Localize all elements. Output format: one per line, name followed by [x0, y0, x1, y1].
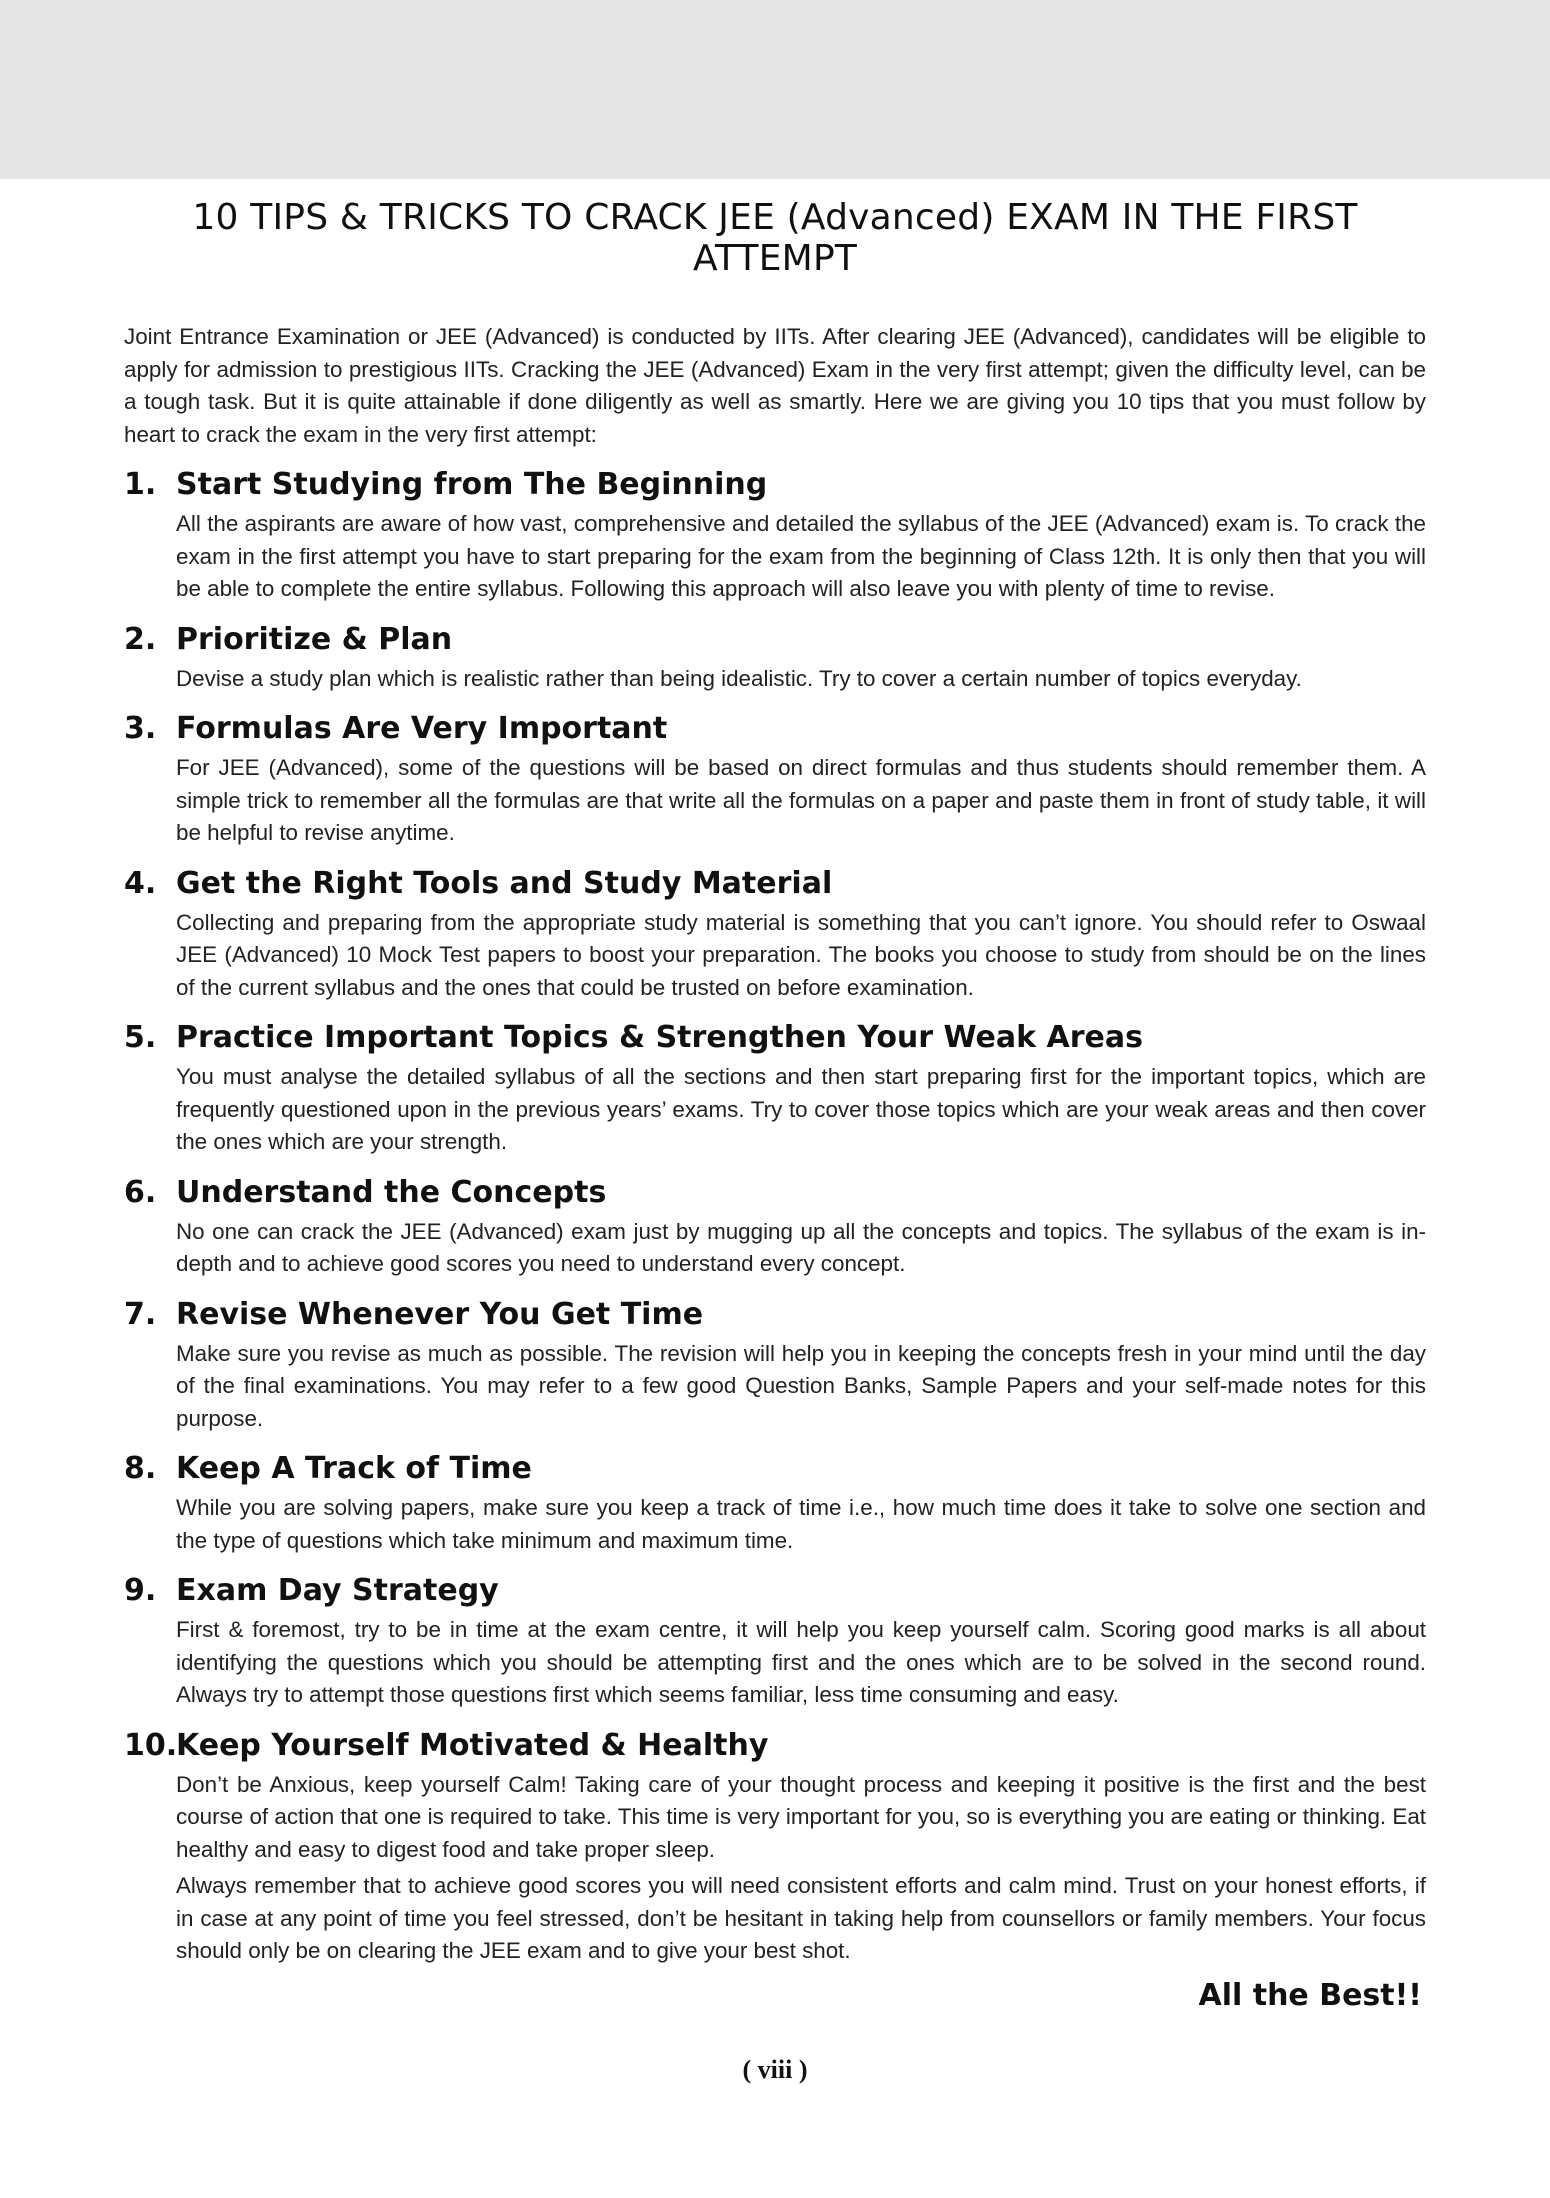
tip-paragraph: First & foremost, try to be in time at the exam centre, it will help you keep yourself calm. Scoring good marks is all about identifying the questions which you should be attempting first and the ones which are to be solved in the second round. Always try to attempt those questions first which seems familiar, less time consuming and easy.: [176, 1617, 1426, 1707]
tip-heading: [124, 1728, 1426, 1763]
tip-paragraph: Always remember that to achieve good scores you will need consistent efforts and calm mind. Trust on your honest efforts, if in case at any point of time you feel stressed, don’t be hesitant in taking help from counsellors or family members. Your focus should only be on clearing the JEE exam and to give your best shot.: [176, 1873, 1426, 1963]
tip-number: 9.: [124, 1573, 157, 1608]
tip-paragraph: You must analyse the detailed syllabus of all the sections and then start preparing first for the important topics, which are frequently questioned upon in the previous years’ exams. Try to cover those topics which are your weak areas and then cover the ones which are your strength.: [176, 1064, 1426, 1154]
tip-paragraph: For JEE (Advanced), some of the questions will be based on direct formulas and thus students should remember them. A simple trick to remember all the formulas are that write all the formulas on a paper and paste them in front of study table, it will be helpful to revise anytime.: [176, 755, 1426, 845]
tip-body: [176, 1492, 1426, 1557]
tip-number: 8.: [124, 1451, 157, 1486]
tip-body: [176, 1216, 1426, 1281]
tip-paragraph: Make sure you revise as much as possible. The revision will help you in keeping the concepts fresh in your mind until the day of the final examinations. You may refer to a few good Question Banks, Sample Papers and your self-made notes for this purpose.: [176, 1340, 1426, 1431]
tip-body: [176, 663, 1426, 696]
page-content: [0, 197, 1550, 2198]
tip-body: [176, 1614, 1426, 1712]
tip-paragraph: Devise a study plan which is realistic rather than being idealistic. Try to cover a certain number of topics everyday.: [176, 665, 1302, 691]
tip-heading: [124, 1297, 1426, 1332]
tip-heading: [124, 1451, 1426, 1486]
tip-heading: [124, 866, 1426, 901]
tip-body: [176, 508, 1426, 606]
tip-number: 4.: [124, 865, 157, 901]
tip-number: 1.: [124, 467, 157, 502]
page-number: ( viii ): [742, 2055, 808, 2084]
tip-heading-text: Keep A Track of Time: [176, 1451, 532, 1486]
tip-body: [176, 752, 1426, 850]
tip-paragraph: Don’t be Anxious, keep yourself Calm! Taking care of your thought process and keeping it positive is the first and the best course of action that one is required to take. This time is very important for you, so is everything you are eating or thinking. Eat healthy and easy to digest food and take proper sleep.: [176, 1771, 1426, 1862]
page-title: 10 TIPS & TRICKS TO CRACK JEE (Advanced) EXAM IN THE FIRST ATTEMPT: [192, 197, 1358, 279]
tip-heading-text: Formulas Are Very Important: [176, 711, 668, 746]
intro-paragraph: Joint Entrance Examination or JEE (Advanced) is conducted by IITs. After clearing JEE (Advanced), candidates will be eligible to apply for admission to prestigious IITs. Cracking the JEE (Advanced) Exam in the very first attempt; given the difficulty level, can be a tough task. But it is quite attainable if done diligently as well as smartly. Here we are giving you 10 tips that you must follow by heart to crack the exam in the very first attempt:: [124, 324, 1426, 447]
tip-number: 3.: [124, 711, 157, 746]
tip-heading-text: Understand the Concepts: [176, 1174, 607, 1210]
tip-paragraph: No one can crack the JEE (Advanced) exam just by mugging up all the concepts and topics. The syllabus of the exam is in-depth and to achieve good scores you need to understand every concept.: [176, 1218, 1426, 1276]
closing-text: All the Best!!: [1198, 1977, 1422, 2013]
tip-number: 5.: [124, 1020, 157, 1055]
tip-heading-text: Start Studying from The Beginning: [176, 467, 768, 502]
tip-paragraph: All the aspirants are aware of how vast, comprehensive and detailed the syllabus of the JEE (Advanced) exam is. To crack the exam in the first attempt you have to start preparing for the exam from the beginning of Class 12th. It is only then that you will be able to complete the entire syllabus. Following this approach will also leave you with plenty of time to revise.: [176, 511, 1426, 601]
tip-heading: [124, 467, 1426, 502]
tip-heading-text: Practice Important Topics & Strengthen Your Weak Areas: [176, 1020, 1143, 1055]
header-band: [0, 0, 1550, 179]
tip-heading: [124, 622, 1426, 657]
tip-number: 7.: [124, 1296, 157, 1332]
tip-number: 2.: [124, 621, 157, 657]
tip-number: 6.: [124, 1174, 157, 1210]
tip-number: 10.: [124, 1727, 178, 1763]
tip-heading-text: Revise Whenever You Get Time: [176, 1296, 704, 1332]
tip-heading-text: Prioritize & Plan: [176, 621, 453, 657]
tip-heading: [124, 1175, 1426, 1210]
tip-body: [176, 907, 1426, 1005]
tip-paragraph: While you are solving papers, make sure you keep a track of time i.e., how much time does it take to solve one section and the type of questions which take minimum and maximum time.: [176, 1495, 1426, 1553]
tip-heading: [124, 1020, 1426, 1055]
tip-body: [176, 1769, 1426, 1968]
tip-heading-text: Exam Day Strategy: [176, 1573, 499, 1608]
tip-heading: [124, 1573, 1426, 1608]
tip-body: [176, 1061, 1426, 1159]
tip-heading-text: Keep Yourself Motivated & Healthy: [176, 1727, 769, 1763]
tip-heading-text: Get the Right Tools and Study Material: [176, 865, 833, 901]
tip-heading: [124, 711, 1426, 746]
tip-paragraph: Collecting and preparing from the appropriate study material is something that you can’t ignore. You should refer to Oswaal JEE (Advanced) 10 Mock Test papers to boost your preparation. The books you choose to study from should be on the lines of the current syllabus and the ones that could be trusted on before examination.: [176, 909, 1426, 1000]
tips-list: [124, 467, 1426, 1968]
tip-body: [176, 1338, 1426, 1436]
